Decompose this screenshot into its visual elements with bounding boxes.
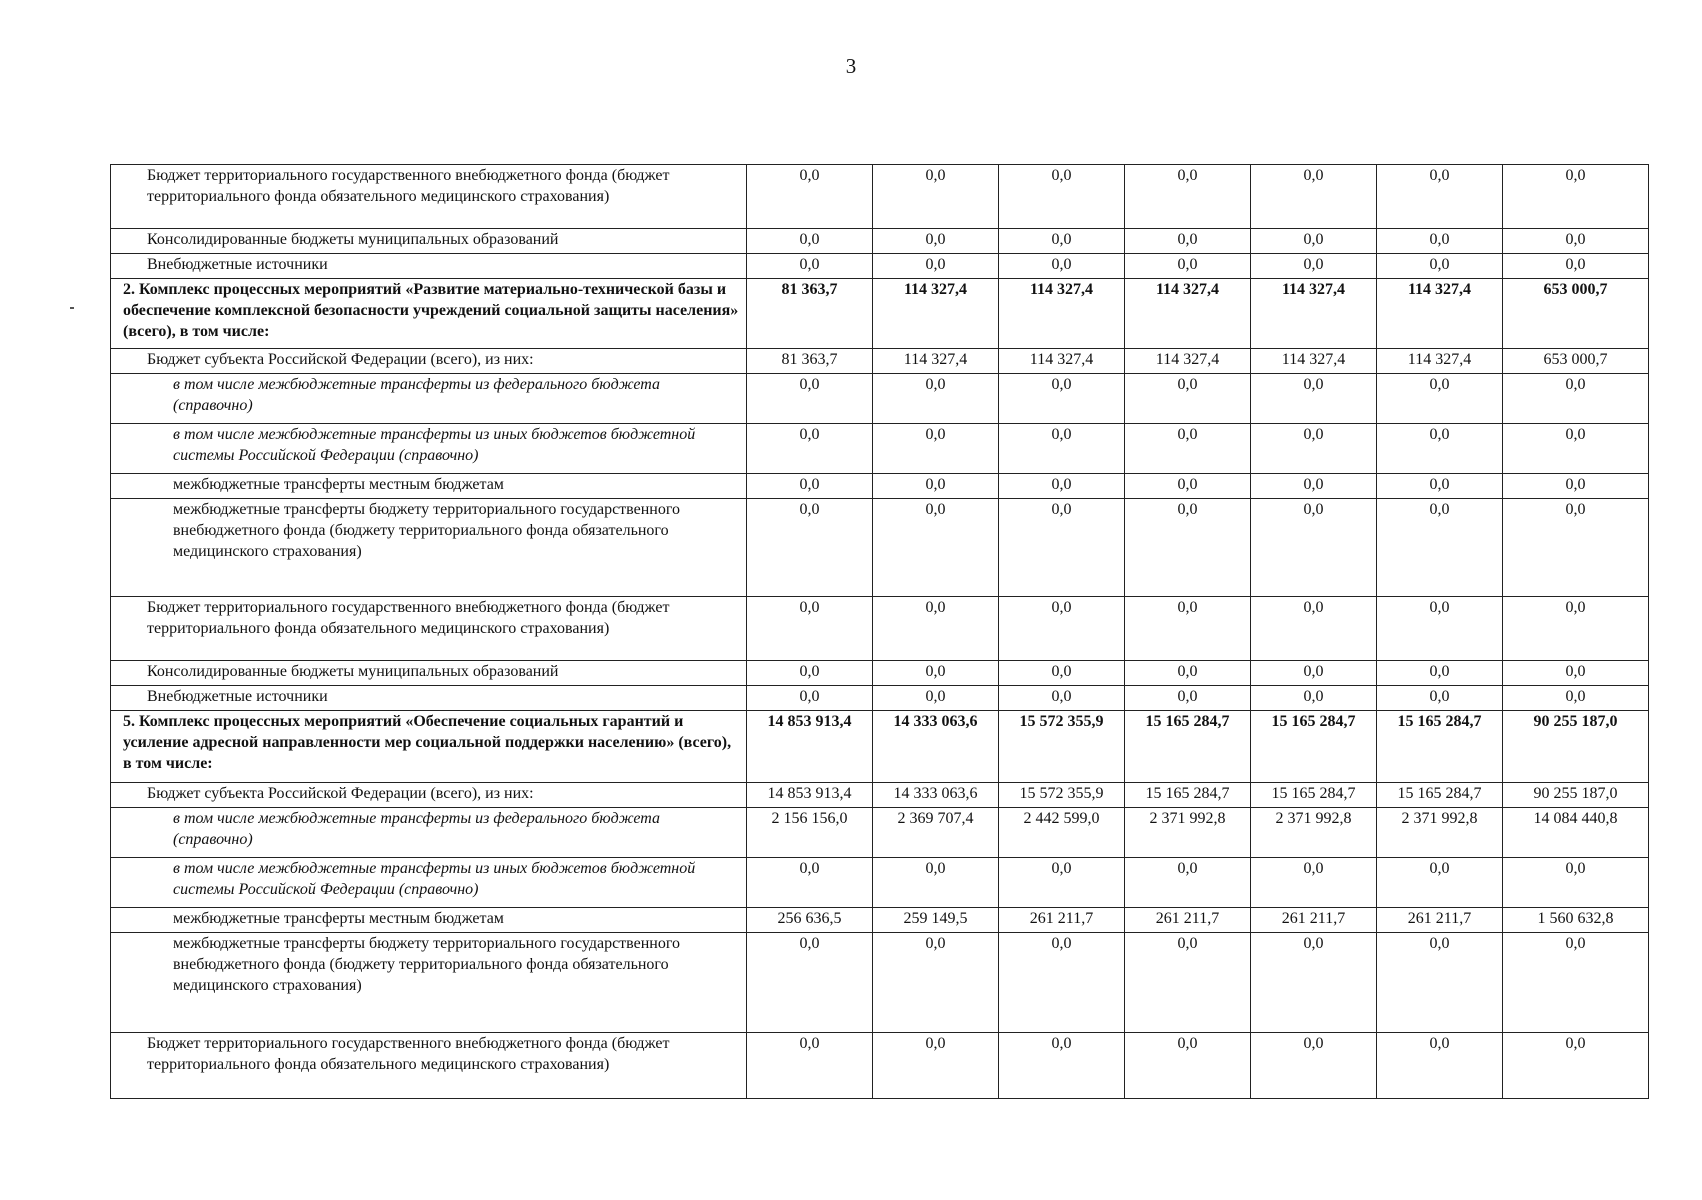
row-year-value: 0,0 (1125, 165, 1251, 229)
row-year-value: 0,0 (1251, 254, 1377, 279)
row-year-value: 2 442 599,0 (999, 808, 1125, 858)
row-year-value: 0,0 (1125, 1033, 1251, 1099)
row-year-value: 0,0 (1251, 374, 1377, 424)
row-year-value: 0,0 (999, 661, 1125, 686)
row-year-value: 0,0 (873, 1033, 999, 1099)
row-year-value: 81 363,7 (747, 349, 873, 374)
row-year-value: 0,0 (747, 933, 873, 1033)
row-year-value: 0,0 (1251, 229, 1377, 254)
row-year-value: 0,0 (747, 424, 873, 474)
row-year-value: 256 636,5 (747, 908, 873, 933)
table-row (111, 349, 1649, 374)
row-year-value: 0,0 (1251, 858, 1377, 908)
row-year-value: 0,0 (873, 858, 999, 908)
row-year-value: 0,0 (1377, 661, 1503, 686)
row-year-value: 0,0 (747, 858, 873, 908)
row-year-value: 0,0 (873, 474, 999, 499)
table-row (111, 1033, 1649, 1099)
row-year-value: 0,0 (1377, 858, 1503, 908)
row-total-value: 90 255 187,0 (1503, 783, 1649, 808)
row-year-value: 0,0 (1377, 165, 1503, 229)
row-year-value: 0,0 (999, 933, 1125, 1033)
row-total-value: 14 084 440,8 (1503, 808, 1649, 858)
table-row (111, 424, 1649, 474)
row-year-value: 0,0 (1377, 499, 1503, 597)
table-row (111, 474, 1649, 499)
row-year-value: 0,0 (1125, 686, 1251, 711)
row-year-value: 15 572 355,9 (999, 711, 1125, 783)
budget-table (110, 164, 1649, 1099)
row-year-value: 0,0 (747, 597, 873, 661)
row-year-value: 0,0 (1125, 858, 1251, 908)
row-total-value: 653 000,7 (1503, 279, 1649, 349)
row-year-value: 15 165 284,7 (1125, 783, 1251, 808)
row-total-value: 90 255 187,0 (1503, 711, 1649, 783)
row-year-value: 14 853 913,4 (747, 711, 873, 783)
row-year-value: 0,0 (747, 254, 873, 279)
row-year-value: 0,0 (1125, 933, 1251, 1033)
row-total-value: 0,0 (1503, 661, 1649, 686)
row-label: в том числе межбюджетные трансферты из иных бюджетов бюджетной системы Российской Федерации (справочно) (111, 424, 747, 474)
row-label: в том числе межбюджетные трансферты из иных бюджетов бюджетной системы Российской Федерации (справочно) (111, 858, 747, 908)
row-label: Бюджет территориального государственного внебюджетного фонда (бюджет территориального фонда обязательного медицинского страхования) (111, 597, 747, 661)
row-year-value: 0,0 (1377, 933, 1503, 1033)
table-row (111, 597, 1649, 661)
row-year-value: 2 156 156,0 (747, 808, 873, 858)
row-year-value: 0,0 (1251, 499, 1377, 597)
row-year-value: 0,0 (999, 499, 1125, 597)
row-year-value: 15 165 284,7 (1377, 783, 1503, 808)
row-label: Бюджет территориального государственного внебюджетного фонда (бюджет территориального фонда обязательного медицинского страхования) (111, 165, 747, 229)
row-year-value: 0,0 (747, 374, 873, 424)
row-year-value: 0,0 (873, 661, 999, 686)
row-year-value: 0,0 (1377, 474, 1503, 499)
row-total-value: 0,0 (1503, 499, 1649, 597)
row-year-value: 0,0 (873, 499, 999, 597)
row-year-value: 261 211,7 (1125, 908, 1251, 933)
table-row (111, 661, 1649, 686)
table-row (111, 783, 1649, 808)
row-year-value: 0,0 (1251, 933, 1377, 1033)
row-total-value: 0,0 (1503, 474, 1649, 499)
row-year-value: 0,0 (1125, 254, 1251, 279)
row-year-value: 2 371 992,8 (1125, 808, 1251, 858)
row-year-value: 0,0 (1377, 254, 1503, 279)
table-row (111, 808, 1649, 858)
table-row (111, 165, 1649, 229)
row-year-value: 15 572 355,9 (999, 783, 1125, 808)
row-year-value: 114 327,4 (999, 279, 1125, 349)
row-year-value: 0,0 (747, 499, 873, 597)
row-total-value: 0,0 (1503, 686, 1649, 711)
row-year-value: 114 327,4 (1377, 279, 1503, 349)
row-year-value: 0,0 (999, 229, 1125, 254)
row-year-value: 0,0 (1251, 424, 1377, 474)
row-total-value: 0,0 (1503, 374, 1649, 424)
row-total-value: 0,0 (1503, 229, 1649, 254)
row-total-value: 0,0 (1503, 165, 1649, 229)
row-year-value: 14 853 913,4 (747, 783, 873, 808)
row-label: Консолидированные бюджеты муниципальных образований (111, 229, 747, 254)
row-year-value: 14 333 063,6 (873, 711, 999, 783)
row-year-value: 114 327,4 (1125, 279, 1251, 349)
row-total-value: 0,0 (1503, 1033, 1649, 1099)
row-year-value: 0,0 (999, 424, 1125, 474)
row-year-value: 0,0 (999, 165, 1125, 229)
row-year-value: 0,0 (1377, 1033, 1503, 1099)
row-total-value: 0,0 (1503, 858, 1649, 908)
row-label: Бюджет субъекта Российской Федерации (всего), из них: (111, 783, 747, 808)
row-year-value: 0,0 (873, 229, 999, 254)
row-year-value: 0,0 (1125, 474, 1251, 499)
row-year-value: 0,0 (999, 1033, 1125, 1099)
row-year-value: 0,0 (1125, 374, 1251, 424)
row-year-value: 0,0 (1377, 374, 1503, 424)
row-year-value: 2 371 992,8 (1251, 808, 1377, 858)
row-label: 5. Комплекс процессных мероприятий «Обеспечение социальных гарантий и усиление адресной направленности мер социальной поддержки населению» (всего), в том числе: (111, 711, 747, 783)
row-year-value: 0,0 (1125, 597, 1251, 661)
row-label: межбюджетные трансферты местным бюджетам (111, 908, 747, 933)
row-total-value: 0,0 (1503, 933, 1649, 1033)
row-year-value: 114 327,4 (1125, 349, 1251, 374)
row-year-value: 0,0 (747, 165, 873, 229)
row-year-value: 2 371 992,8 (1377, 808, 1503, 858)
table-row (111, 858, 1649, 908)
row-year-value: 0,0 (1251, 597, 1377, 661)
row-year-value: 0,0 (747, 686, 873, 711)
row-label: в том числе межбюджетные трансферты из федерального бюджета (справочно) (111, 808, 747, 858)
row-year-value: 114 327,4 (1251, 349, 1377, 374)
row-year-value: 0,0 (873, 424, 999, 474)
row-year-value: 0,0 (873, 933, 999, 1033)
row-year-value: 0,0 (1251, 474, 1377, 499)
row-year-value: 15 165 284,7 (1125, 711, 1251, 783)
row-year-value: 14 333 063,6 (873, 783, 999, 808)
row-year-value: 0,0 (999, 858, 1125, 908)
row-year-value: 0,0 (873, 165, 999, 229)
row-year-value: 0,0 (1377, 686, 1503, 711)
row-label: в том числе межбюджетные трансферты из федерального бюджета (справочно) (111, 374, 747, 424)
budget-table-body (111, 165, 1649, 1099)
row-year-value: 0,0 (747, 1033, 873, 1099)
row-total-value: 1 560 632,8 (1503, 908, 1649, 933)
row-year-value: 81 363,7 (747, 279, 873, 349)
row-label: Бюджет субъекта Российской Федерации (всего), из них: (111, 349, 747, 374)
row-year-value: 114 327,4 (1377, 349, 1503, 374)
row-year-value: 114 327,4 (1251, 279, 1377, 349)
page-number: 3 (845, 54, 857, 78)
row-year-value: 15 165 284,7 (1251, 783, 1377, 808)
row-year-value: 2 369 707,4 (873, 808, 999, 858)
row-total-value: 0,0 (1503, 254, 1649, 279)
row-year-value: 261 211,7 (999, 908, 1125, 933)
stray-mark (70, 307, 74, 309)
row-year-value: 0,0 (873, 686, 999, 711)
row-year-value: 0,0 (747, 474, 873, 499)
row-year-value: 0,0 (1251, 165, 1377, 229)
row-year-value: 0,0 (1377, 597, 1503, 661)
row-label: межбюджетные трансферты местным бюджетам (111, 474, 747, 499)
row-year-value: 0,0 (873, 374, 999, 424)
table-row (111, 933, 1649, 1033)
row-year-value: 0,0 (999, 254, 1125, 279)
row-label: межбюджетные трансферты бюджету территориального государственного внебюджетного фонда (бюджету территориального фонда обязательного медицинского страхования) (111, 499, 747, 597)
row-year-value: 0,0 (873, 254, 999, 279)
row-year-value: 0,0 (999, 686, 1125, 711)
row-year-value: 0,0 (999, 597, 1125, 661)
row-year-value: 0,0 (999, 374, 1125, 424)
row-year-value: 0,0 (1125, 661, 1251, 686)
row-total-value: 0,0 (1503, 597, 1649, 661)
row-year-value: 259 149,5 (873, 908, 999, 933)
row-year-value: 0,0 (1125, 424, 1251, 474)
row-year-value: 0,0 (873, 597, 999, 661)
row-label: Бюджет территориального государственного внебюджетного фонда (бюджет территориального фонда обязательного медицинского страхования) (111, 1033, 747, 1099)
table-row (111, 908, 1649, 933)
table-row (111, 686, 1649, 711)
row-label: 2. Комплекс процессных мероприятий «Развитие материально-технической базы и обеспечение комплексной безопасности учреждений социальной защиты населения» (всего), в том числе: (111, 279, 747, 349)
row-year-value: 0,0 (1377, 229, 1503, 254)
row-label: межбюджетные трансферты бюджету территориального государственного внебюджетного фонда (бюджету территориального фонда обязательного медицинского страхования) (111, 933, 747, 1033)
row-total-value: 0,0 (1503, 424, 1649, 474)
row-year-value: 114 327,4 (873, 279, 999, 349)
table-row (111, 254, 1649, 279)
row-year-value: 15 165 284,7 (1377, 711, 1503, 783)
row-year-value: 0,0 (1125, 229, 1251, 254)
row-year-value: 0,0 (1125, 499, 1251, 597)
row-year-value: 261 211,7 (1377, 908, 1503, 933)
row-year-value: 0,0 (1251, 1033, 1377, 1099)
row-year-value: 0,0 (747, 661, 873, 686)
table-row (111, 229, 1649, 254)
row-year-value: 0,0 (1377, 424, 1503, 474)
row-total-value: 653 000,7 (1503, 349, 1649, 374)
row-year-value: 0,0 (1251, 686, 1377, 711)
row-year-value: 114 327,4 (999, 349, 1125, 374)
row-year-value: 0,0 (1251, 661, 1377, 686)
table-row (111, 279, 1649, 349)
row-year-value: 114 327,4 (873, 349, 999, 374)
row-year-value: 0,0 (999, 474, 1125, 499)
row-year-value: 0,0 (747, 229, 873, 254)
row-year-value: 15 165 284,7 (1251, 711, 1377, 783)
row-label: Внебюджетные источники (111, 254, 747, 279)
table-row (111, 711, 1649, 783)
table-row (111, 499, 1649, 597)
row-label: Внебюджетные источники (111, 686, 747, 711)
row-label: Консолидированные бюджеты муниципальных образований (111, 661, 747, 686)
row-year-value: 261 211,7 (1251, 908, 1377, 933)
table-row (111, 374, 1649, 424)
